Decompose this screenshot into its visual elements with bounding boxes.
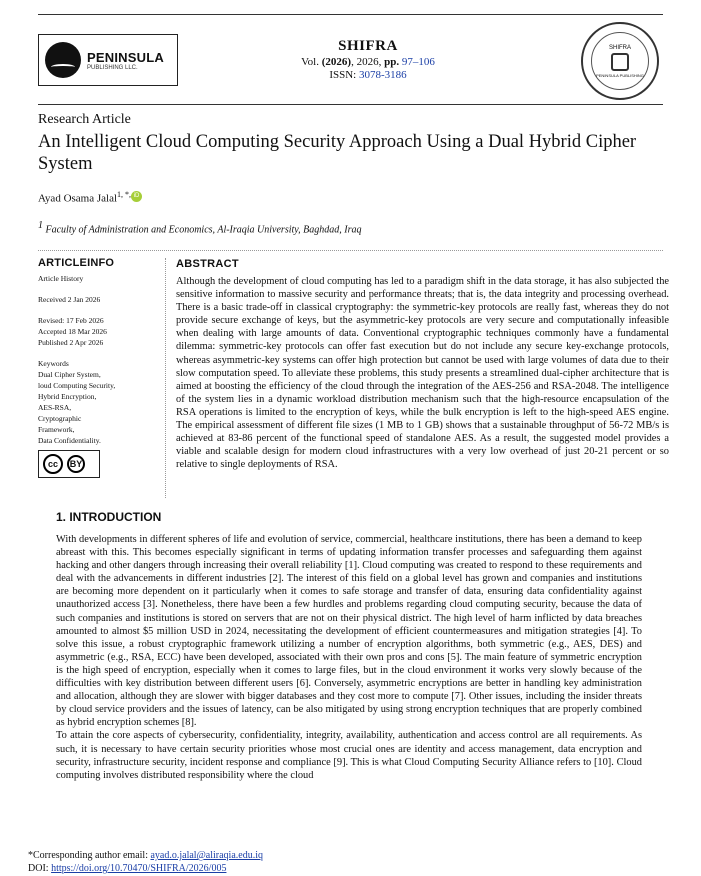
cc-icon: cc [43, 454, 63, 474]
keyword: loud Computing Security, [38, 381, 116, 390]
author [38, 190, 142, 205]
orcid-icon[interactable]: iD [131, 191, 142, 202]
doi: DOI: https://doi.org/10.70470/SHIFRA/2026/005 [28, 863, 227, 874]
keyword: Framework, [38, 425, 75, 434]
keyword: Data Confidentiality. [38, 436, 101, 445]
paragraph: To attain the core aspects of cybersecurity, confidentiality, integrity, availability, authentication and access control are all requirements. As such, it is necessary to have certain security priorities whose most crucial ones are identity and access management, data encryption and security, infrastructure security, incident response and compliance [9]. This is what Cloud Computing Security Alliance refers to [10]. Cloud computing involves distributed responsibility where the cloud [56, 730, 642, 781]
journal-info [238, 40, 498, 82]
journal-header [38, 22, 663, 100]
seal-top-text: SHIFRA [608, 44, 631, 51]
email-link[interactable]: ayad.o.jalal@aliraqia.edu.iq [150, 850, 263, 861]
article-info [38, 258, 158, 478]
seal-bottom-text: PENINSULA PUBLISHING [596, 72, 644, 78]
article-info-heading: ARTICLEINFO [38, 257, 115, 269]
abstract-text: Although the development of cloud computing has led to a paradigm shift in the data storage, it has also subjected the sensitive information to massive security and performance threats; that is, the data integrity and processing overhead. There is a basic trade-off in classical cryptography: the symmetric-key protocols are really fast, whereas they do not provide secure exchange of keys, but the asymmetric-key protocols are very secure and computationally infeasible when dealing with large amounts of data. Conventional cryptographic techniques commonly have a fundamental dilemma: symmetric-key protocols can offer fast execution but do not include any secure key-exchange protocols, whereas asymmetric-key systems can offer high protection but cannot be used with large volumes of data due to their slow computation speed. To alleviate these problems, this study presents a streamlined dual-cipher architecture that is aimed at boosting the efficiency of the cloud through the integration of the AES-256 and RSA-2048. The intelligence of the system lies in a dynamic workload distribution mechanism such that the high-resource encapsulation of the RSA operations is limited to the encryption of keys, while the bulk encryption is left to the high-speed AES engine. The empirical assessment of different file sizes (1 MB to 1 GB) shows that a sustainable throughput of 56-72 MB/s is achieved at 83-86 percent of the functional speed of standalone AES. As a result, the suggested model provides a viable and scalable design for modern cloud infrastructures with a very low overhead of just 20-21 percent or so relative to single deployments of RSA. [176, 276, 669, 471]
publisher-name: PENINSULA [87, 49, 164, 65]
keyword: Cryptographic [38, 414, 82, 423]
published-date: Published 2 Apr 2026 [38, 338, 104, 347]
author-sup: 1, *, [117, 190, 132, 199]
cc-by-license-badge[interactable] [38, 450, 100, 478]
corresponding-email: *Corresponding author email: ayad.o.jalal@aliraqia.edu.iq [28, 850, 263, 861]
by-icon: BY [67, 455, 85, 473]
journal-volume: Vol. (2026), 2026, pp. 97–106 [301, 56, 435, 68]
publisher-logo [38, 34, 178, 86]
header-rule [38, 104, 663, 105]
introduction-body [56, 533, 642, 782]
introduction-heading: 1. INTRODUCTION [56, 510, 162, 524]
accepted-date: Accepted 18 Mar 2026 [38, 327, 107, 336]
journal-name: SHIFRA [338, 38, 398, 54]
doi-link[interactable]: https://doi.org/10.70470/SHIFRA/2026/005 [51, 863, 227, 874]
article-type: Research Article [38, 112, 131, 127]
section-divider [38, 250, 663, 251]
publisher-sub: PUBLISHING LLC. [87, 64, 138, 71]
column-divider [165, 258, 166, 498]
lock-icon [611, 53, 629, 71]
keyword: Dual Cipher System, [38, 370, 101, 379]
affiliation: $^1$ Faculty of Administration and Economics, Al-Iraqia University, Baghdad, Iraq [38, 220, 362, 236]
revised-date: Revised: 17 Feb 2026 [38, 316, 104, 325]
publisher-logo-icon [45, 42, 81, 78]
journal-seal [581, 22, 659, 100]
footer [28, 849, 263, 875]
abstract-heading: ABSTRACT [176, 258, 239, 270]
author-name[interactable]: Ayad Osama Jalal [38, 192, 118, 205]
journal-issn: ISSN: 3078-3186 [329, 69, 407, 81]
history-label: Article History [38, 274, 84, 283]
top-rule [38, 14, 663, 15]
paragraph: With developments in different spheres of life and evolution of service, commercial, healthcare institutions, there has been a demand to keep abreast with this. This becomes especially significant in terms of updating information transfer processes and safeguarding them against hacking and other dangers through increasing their overall reliability [1]. Cloud computing was created to respond to these requirements and deal with the advancements in different industries [2]. The interest of this field on a global level has grown and companies and institutions are becoming more dependent on it particularly when it comes to safe storage and transfer of data, ensuring data confidentiality against unauthorized access [3]. Nonetheless, there have been a few hurdles and problems regarding cloud computing security, because the data of such companies and institutions is stored on servers that are not on their physical district. The high level of harm inflicted by data breaches amounted to almost $5 million USD in 2024, necessitating the development of efficient countermeasures and mitigation strategies [4]. To solve this issue, a robust cryptographic framework utilizing a number of encryption algorithms, both symmetric (e.g., AES, DES) and asymmetric (e.g., RSA, ECC) have been developed, associated with their own pros and cons [5]. The main feature of symmetric encryption is the high speed of encryption, especially when it comes to large files, but in the cloud environment it works very slowly because of the difficulties with key distribution between different users [6]. Conversely, asymmetric encryptions are better in handling key administration and allocation, although they are slower with bigger databases and they cost more to compute [7]. Other issues, including the insider threats by cloud service providers and the issues of latency, can be also mitigated by using strong encryption techniques that are properly combined as hybrid encryption schemes [8]. [56, 534, 642, 729]
abstract [176, 258, 669, 471]
keyword: AES-RSA, [38, 403, 72, 412]
received-date: Received 2 Jan 2026 [38, 295, 101, 304]
keyword: Hybrid Encryption, [38, 392, 97, 401]
keywords-label: Keywords [38, 359, 69, 368]
article-title: An Intelligent Cloud Computing Security Approach Using a Dual Hybrid Cipher System [38, 132, 637, 174]
